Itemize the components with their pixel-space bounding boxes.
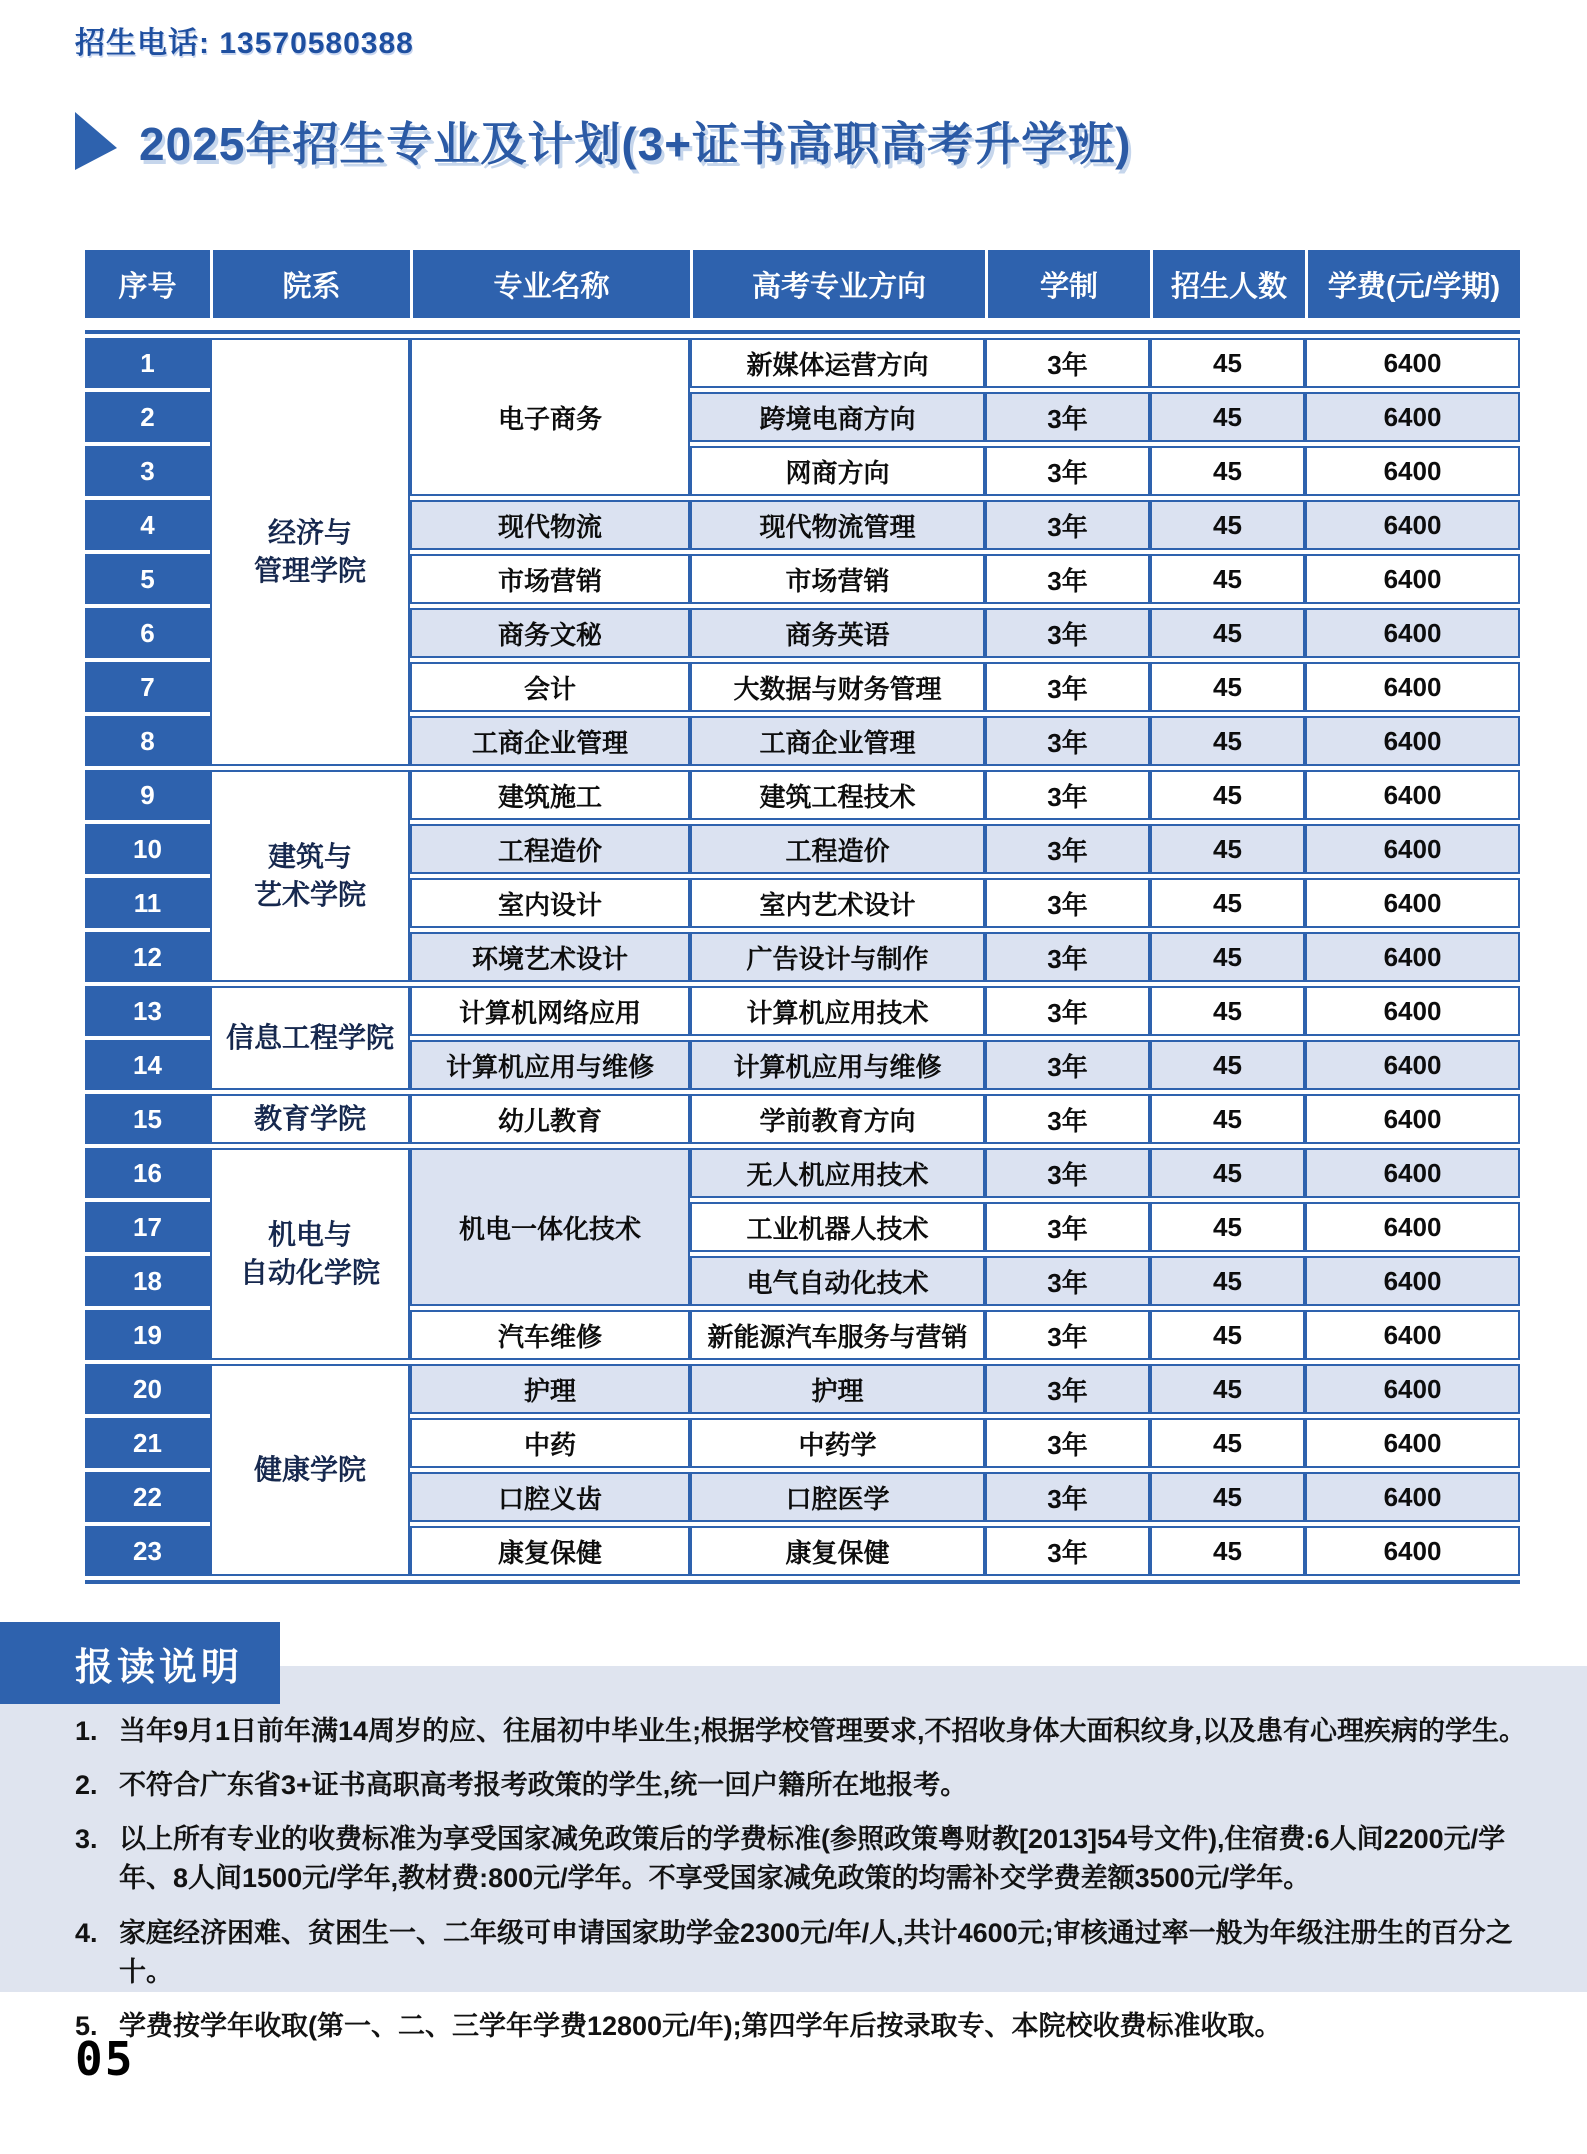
row-number-cell: 20 — [85, 1364, 210, 1414]
direction-cell: 学前教育方向 — [690, 1094, 985, 1144]
major-cell: 商务文秘 — [410, 608, 690, 658]
duration-cell: 3年 — [985, 1202, 1150, 1252]
enrollment-cell: 45 — [1150, 500, 1305, 550]
column-header-department: 院系 — [210, 250, 410, 318]
notes-panel — [0, 1666, 1587, 2041]
direction-cell: 广告设计与制作 — [690, 932, 985, 982]
note-text: 家庭经济困难、贫困生一、二年级可申请国家助学金2300元/年/人,共计4600元;审核通过率一般为年级注册生的百分之十。 — [119, 1917, 1513, 1987]
row-number-cell: 2 — [85, 392, 210, 442]
notes-list — [75, 1712, 1537, 2046]
row-number-cell: 9 — [85, 770, 210, 820]
tuition-cell: 6400 — [1305, 338, 1520, 388]
tuition-cell: 6400 — [1305, 1256, 1520, 1306]
row-number-cell: 19 — [85, 1310, 210, 1360]
row-number-cell: 7 — [85, 662, 210, 712]
major-cell: 幼儿教育 — [410, 1094, 690, 1144]
tuition-cell: 6400 — [1305, 878, 1520, 928]
enrollment-cell: 45 — [1150, 554, 1305, 604]
table-row — [85, 338, 1520, 388]
row-number-cell: 1 — [85, 338, 210, 388]
direction-cell: 计算机应用技术 — [690, 986, 985, 1036]
column-header-number: 序号 — [118, 270, 177, 303]
major-cell: 环境艺术设计 — [410, 932, 690, 982]
tuition-cell: 6400 — [1305, 770, 1520, 820]
enrollment-cell: 45 — [1150, 1256, 1305, 1306]
enrollment-cell: 45 — [1150, 1202, 1305, 1252]
major-cell: 市场营销 — [410, 554, 690, 604]
duration-cell: 3年 — [985, 716, 1150, 766]
direction-cell: 工商企业管理 — [690, 716, 985, 766]
direction-cell: 市场营销 — [690, 554, 985, 604]
department-cell: 健康学院 — [210, 1364, 410, 1576]
note-item — [75, 1820, 1537, 1898]
column-header-major: 专业名称 — [410, 250, 690, 318]
note-item — [75, 1914, 1537, 1992]
major-cell: 机电一体化技术 — [410, 1148, 690, 1306]
department-cell: 建筑与 艺术学院 — [210, 770, 410, 982]
major-cell: 建筑施工 — [410, 770, 690, 820]
row-number-cell: 15 — [85, 1094, 210, 1144]
note-text: 以上所有专业的收费标准为享受国家减免政策后的学费标准(参照政策粤财教[2013]54号文件),住宿费:6人间2200元/学年、8人间1500元/学年,教材费:800元/学年。不享受国家减免政策的均需补交学费差额3500元/学年。 — [119, 1824, 1506, 1894]
notes-heading-box — [0, 1622, 280, 1704]
enrollment-cell: 45 — [1150, 338, 1305, 388]
page-number: 05 — [75, 2032, 135, 2086]
tuition-cell: 6400 — [1305, 824, 1520, 874]
direction-cell: 新能源汽车服务与营销 — [690, 1310, 985, 1360]
title-row — [75, 108, 1131, 174]
note-text: 当年9月1日前年满14周岁的应、往届初中毕业生;根据学校管理要求,不招收身体大面积纹身,以及患有心理疾病的学生。 — [119, 1716, 1527, 1746]
note-number: 4. — [75, 1917, 98, 1948]
page-title: 2025年招生专业及计划(3+证书高职高考升学班) — [139, 118, 1132, 170]
major-cell: 电子商务 — [410, 338, 690, 496]
table-row — [85, 1364, 1520, 1414]
tuition-cell: 6400 — [1305, 1040, 1520, 1090]
direction-cell: 商务英语 — [690, 608, 985, 658]
direction-cell: 中药学 — [690, 1418, 985, 1468]
note-text: 学费按学年收取(第一、二、三学年学费12800元/年);第四学年后按录取专、本院校收费标准收取。 — [119, 2010, 1282, 2041]
duration-cell: 3年 — [985, 1256, 1150, 1306]
duration-cell: 3年 — [985, 662, 1150, 712]
row-number-cell: 10 — [85, 824, 210, 874]
enrollment-cell: 45 — [1150, 446, 1305, 496]
duration-cell: 3年 — [985, 392, 1150, 442]
direction-cell: 工业机器人技术 — [690, 1202, 985, 1252]
enrollment-cell: 45 — [1150, 986, 1305, 1036]
direction-cell: 现代物流管理 — [690, 500, 985, 550]
column-header-direction: 高考专业方向 — [690, 250, 985, 318]
arrow-right-icon — [75, 112, 117, 170]
row-number-cell: 16 — [85, 1148, 210, 1198]
direction-cell: 电气自动化技术 — [690, 1256, 985, 1306]
column-header-enrollment: 招生人数 — [1150, 250, 1305, 318]
tuition-cell: 6400 — [1305, 1526, 1520, 1576]
row-number-cell: 3 — [85, 446, 210, 496]
direction-cell: 大数据与财务管理 — [690, 662, 985, 712]
tuition-cell: 6400 — [1305, 554, 1520, 604]
table-row — [85, 986, 1520, 1036]
enrollment-cell: 45 — [1150, 824, 1305, 874]
department-cell: 经济与 管理学院 — [210, 338, 410, 766]
duration-cell: 3年 — [985, 1364, 1150, 1414]
major-cell: 中药 — [410, 1418, 690, 1468]
direction-cell: 工程造价 — [690, 824, 985, 874]
note-item — [75, 1712, 1537, 1751]
enrollment-cell: 45 — [1150, 1418, 1305, 1468]
duration-cell: 3年 — [985, 878, 1150, 928]
direction-cell: 康复保健 — [690, 1526, 985, 1576]
major-cell: 现代物流 — [410, 500, 690, 550]
table-body — [85, 330, 1520, 1584]
tuition-cell: 6400 — [1305, 392, 1520, 442]
note-number: 2. — [75, 1770, 98, 1801]
direction-cell: 无人机应用技术 — [690, 1148, 985, 1198]
duration-cell: 3年 — [985, 932, 1150, 982]
major-cell: 计算机网络应用 — [410, 986, 690, 1036]
direction-cell: 跨境电商方向 — [690, 392, 985, 442]
row-number-cell: 6 — [85, 608, 210, 658]
duration-cell: 3年 — [985, 986, 1150, 1036]
duration-cell: 3年 — [985, 824, 1150, 874]
duration-cell: 3年 — [985, 1040, 1150, 1090]
department-cell: 信息工程学院 — [210, 986, 410, 1090]
duration-cell: 3年 — [985, 554, 1150, 604]
enrollment-cell: 45 — [1150, 1148, 1305, 1198]
major-cell: 工程造价 — [410, 824, 690, 874]
note-item — [75, 2007, 1537, 2046]
duration-cell: 3年 — [985, 338, 1150, 388]
direction-cell: 建筑工程技术 — [690, 770, 985, 820]
tuition-cell: 6400 — [1305, 500, 1520, 550]
major-cell: 计算机应用与维修 — [410, 1040, 690, 1090]
major-cell: 室内设计 — [410, 878, 690, 928]
row-number-cell: 14 — [85, 1040, 210, 1090]
table-header-row — [85, 250, 1520, 318]
note-item — [75, 1766, 1537, 1805]
duration-cell: 3年 — [985, 608, 1150, 658]
tuition-cell: 6400 — [1305, 1202, 1520, 1252]
tuition-cell: 6400 — [1305, 446, 1520, 496]
enrollment-cell: 45 — [1150, 1526, 1305, 1576]
row-number-cell: 21 — [85, 1418, 210, 1468]
duration-cell: 3年 — [985, 500, 1150, 550]
enrollment-cell: 45 — [1150, 392, 1305, 442]
tuition-cell: 6400 — [1305, 1418, 1520, 1468]
major-cell: 汽车维修 — [410, 1310, 690, 1360]
duration-cell: 3年 — [985, 1526, 1150, 1576]
enrollment-cell: 45 — [1150, 662, 1305, 712]
row-number-cell: 8 — [85, 716, 210, 766]
duration-cell: 3年 — [985, 1094, 1150, 1144]
direction-cell: 新媒体运营方向 — [690, 338, 985, 388]
column-header-duration: 学制 — [985, 250, 1150, 318]
department-cell: 教育学院 — [210, 1094, 410, 1144]
enrollment-cell: 45 — [1150, 1472, 1305, 1522]
duration-cell: 3年 — [985, 446, 1150, 496]
duration-cell: 3年 — [985, 1472, 1150, 1522]
row-number-cell: 23 — [85, 1526, 210, 1576]
tuition-cell: 6400 — [1305, 608, 1520, 658]
enrollment-cell: 45 — [1150, 1040, 1305, 1090]
direction-cell: 室内艺术设计 — [690, 878, 985, 928]
tuition-cell: 6400 — [1305, 1472, 1520, 1522]
enrollment-cell: 45 — [1150, 770, 1305, 820]
note-number: 5. — [75, 2010, 98, 2041]
row-number-cell: 5 — [85, 554, 210, 604]
enrollment-cell: 45 — [1150, 1310, 1305, 1360]
tuition-cell: 6400 — [1305, 986, 1520, 1036]
department-cell: 机电与 自动化学院 — [210, 1148, 410, 1360]
major-cell: 护理 — [410, 1364, 690, 1414]
tuition-cell: 6400 — [1305, 1148, 1520, 1198]
major-cell: 口腔义齿 — [410, 1472, 690, 1522]
direction-cell: 计算机应用与维修 — [690, 1040, 985, 1090]
tuition-cell: 6400 — [1305, 716, 1520, 766]
column-header-tuition: 学费(元/学期) — [1305, 250, 1520, 318]
duration-cell: 3年 — [985, 1310, 1150, 1360]
duration-cell: 3年 — [985, 1418, 1150, 1468]
major-cell: 工商企业管理 — [410, 716, 690, 766]
row-number-cell: 18 — [85, 1256, 210, 1306]
notes-heading: 报读说明 — [75, 1646, 244, 1689]
table-row — [85, 1094, 1520, 1144]
tuition-cell: 6400 — [1305, 1094, 1520, 1144]
row-number-cell: 11 — [85, 878, 210, 928]
enrollment-cell: 45 — [1150, 878, 1305, 928]
direction-cell: 护理 — [690, 1364, 985, 1414]
duration-cell: 3年 — [985, 1148, 1150, 1198]
row-number-cell: 4 — [85, 500, 210, 550]
duration-cell: 3年 — [985, 770, 1150, 820]
enrollment-cell: 45 — [1150, 1364, 1305, 1414]
direction-cell: 口腔医学 — [690, 1472, 985, 1522]
enrollment-cell: 45 — [1150, 716, 1305, 766]
tuition-cell: 6400 — [1305, 1310, 1520, 1360]
direction-cell: 网商方向 — [690, 446, 985, 496]
enrollment-cell: 45 — [1150, 1094, 1305, 1144]
table-row — [85, 770, 1520, 820]
row-number-cell: 13 — [85, 986, 210, 1036]
row-number-cell: 22 — [85, 1472, 210, 1522]
tuition-cell: 6400 — [1305, 1364, 1520, 1414]
row-number-cell: 17 — [85, 1202, 210, 1252]
major-cell: 康复保健 — [410, 1526, 690, 1576]
enrollment-cell: 45 — [1150, 608, 1305, 658]
tuition-cell: 6400 — [1305, 662, 1520, 712]
plan-table — [85, 250, 1520, 1584]
major-cell: 会计 — [410, 662, 690, 712]
note-number: 1. — [75, 1716, 98, 1746]
admissions-phone: 招生电话: 13570580388 — [75, 27, 414, 60]
enrollment-cell: 45 — [1150, 932, 1305, 982]
row-number-cell: 12 — [85, 932, 210, 982]
note-text: 不符合广东省3+证书高职高考报考政策的学生,统一回户籍所在地报考。 — [119, 1770, 968, 1801]
tuition-cell: 6400 — [1305, 932, 1520, 982]
note-number: 3. — [75, 1824, 98, 1855]
table-row — [85, 1148, 1520, 1198]
